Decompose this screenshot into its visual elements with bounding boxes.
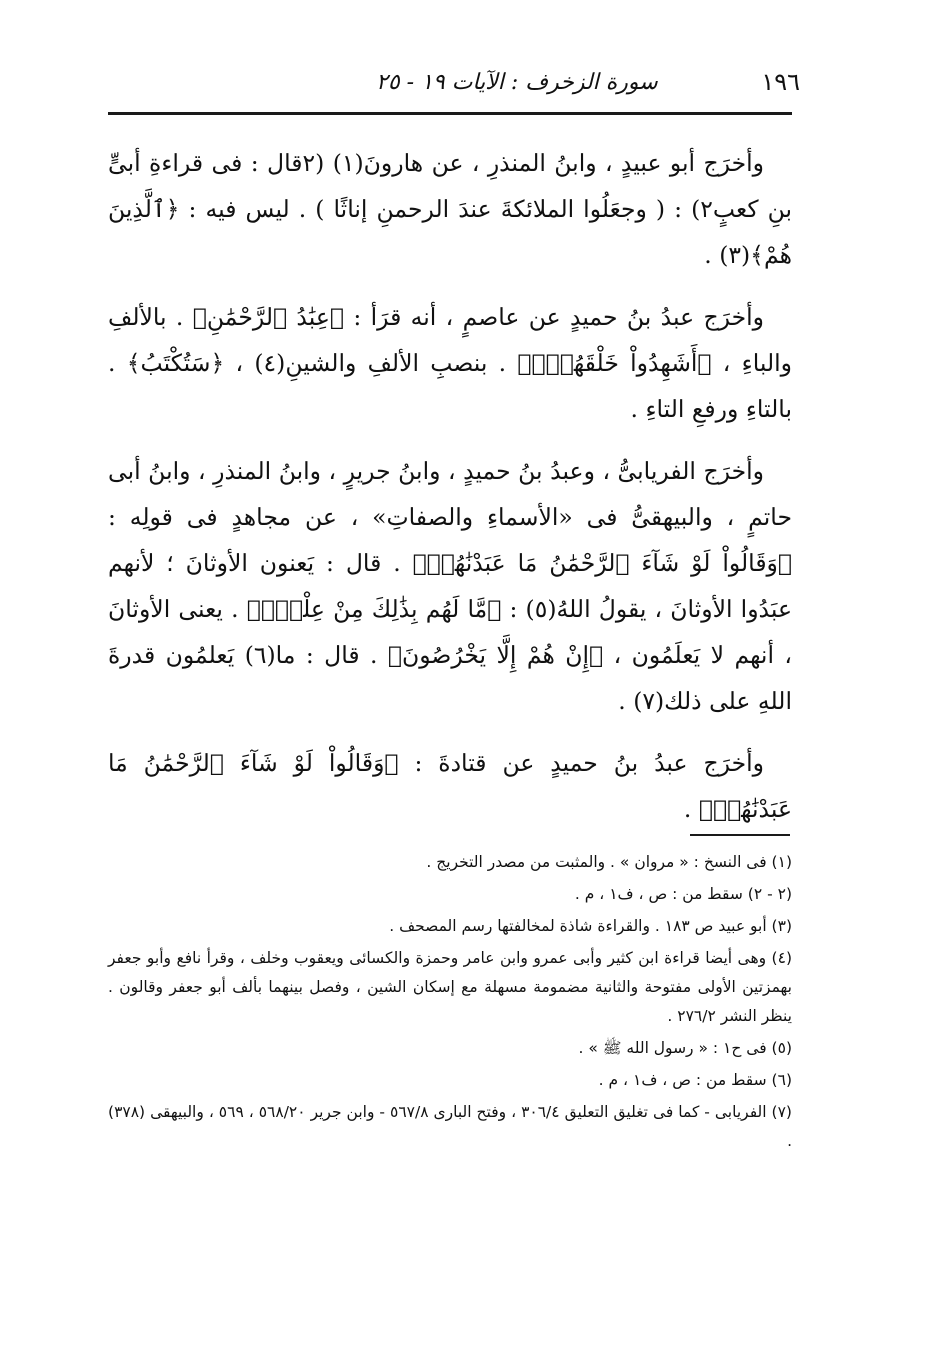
running-title: سورة الزخرف : الآيات ١٩ - ٢٥ [376,69,658,95]
footnote: (١) فى النسخ : « مروان » . والمثبت من مصدر التخريج . [426,853,792,871]
footnote: (٢ - ٢) سقط من : ص ، ف١ ، م . [574,885,792,903]
footnote: (٦) سقط من : ص ، ف١ ، م . [598,1071,792,1089]
footnote: (٧) الفريابى - كما فى تغليق التعليق ٣٠٦/٤ ، وفتح البارى ٥٦٧/٨ - وابن جرير ٥٦٨/٢٠ ، ٥٦٩ ، والبيهقى (٣٧٨) . [108,1103,792,1150]
paragraph: وأخرَج أبو عبيدٍ ، وابنُ المنذرِ ، عن هارونَ(١) (٢قال : فى قراءةِ أبىٍّ بنِ كعبٍ٢) : ( وجعَلُوا الملائكةَ عندَ الرحمنِ إناثًا ) . ليس فيه : ﴿ٱلَّذِينَ هُمْ﴾(٣) . [108,149,792,269]
page-header [140,60,800,104]
footnote-separator [690,834,790,836]
header-rule [108,112,792,115]
paragraph: وأخرَج عبدُ بنُ حميدٍ عن عاصمٍ ، أنه قرَأ : ﴿عِبَٰدُ ٱلرَّحْمَٰنِ﴾ . بالألفِ والباءِ ، ﴿أَشَهِدُواْ خَلْقَهُمْۚ﴾ . بنصبِ الألفِ والشينِ(٤) ، ﴿سَتُكْتَبُ﴾ . بالتاءِ ورفعِ التاءِ . [108,303,792,423]
main-text [108,140,792,848]
footnote: (٤) وهى أيضا قراءة ابن كثير وأبى عمرو وابن عامر وحمزة والكسائى ويعقوب وخلف ، وقرأ نافع وأبو جعفر بهمزتين الأولى مفتوحة والثانية مضمومة مسهلة مع إسكان الشين ، وفصل بينهما بألف أبو جعفر وقالون . ينظر النشر ٢٧٦/٢ . [108,949,792,1025]
footnotes [108,848,792,1159]
paragraph: وأخرَج الفريابىُّ ، وعبدُ بنُ حميدٍ ، وابنُ جريرٍ ، وابنُ المنذرِ ، وابنُ أبى حاتمٍ ، والبيهقىُّ فى «الأسماءِ والصفاتِ» ، عن مجاهدٍ فى قولِه : ﴿وَقَالُواْ لَوْ شَآءَ ٱلرَّحْمَٰنُ مَا عَبَدْنَٰهُمۗ﴾ . قال : يَعنون الأوثانَ ؛ لأنهم عبَدُوا الأوثانَ ، يقولُ اللهُ(٥) : ﴿مَّا لَهُم بِذَٰلِكَ مِنْ عِلْمٍۖ﴾ . يعنى الأوثانَ ، أنهم لا يَعلَمُون ، ﴿إِنْ هُمْ إِلَّا يَخْرُصُونَ﴾ . قال : ما(٦) يَعلمُون قدرةَ اللهِ على ذلك(٧) . [108,457,792,715]
footnote: (٥) فى ح١ : « رسول الله ﷺ » . [578,1039,792,1057]
page-number: ١٩٦ [761,68,800,96]
footnote: (٣) أبو عبيد ص ١٨٣ . والقراءة شاذة لمخالفتها رسم المصحف . [389,917,792,935]
paragraph: وأخرَج عبدُ بنُ حميدٍ عن قتادةَ : ﴿وَقَالُواْ لَوْ شَآءَ ٱلرَّحْمَٰنُ مَا عَبَدْنَٰهُمۗ﴾ . [108,749,792,823]
